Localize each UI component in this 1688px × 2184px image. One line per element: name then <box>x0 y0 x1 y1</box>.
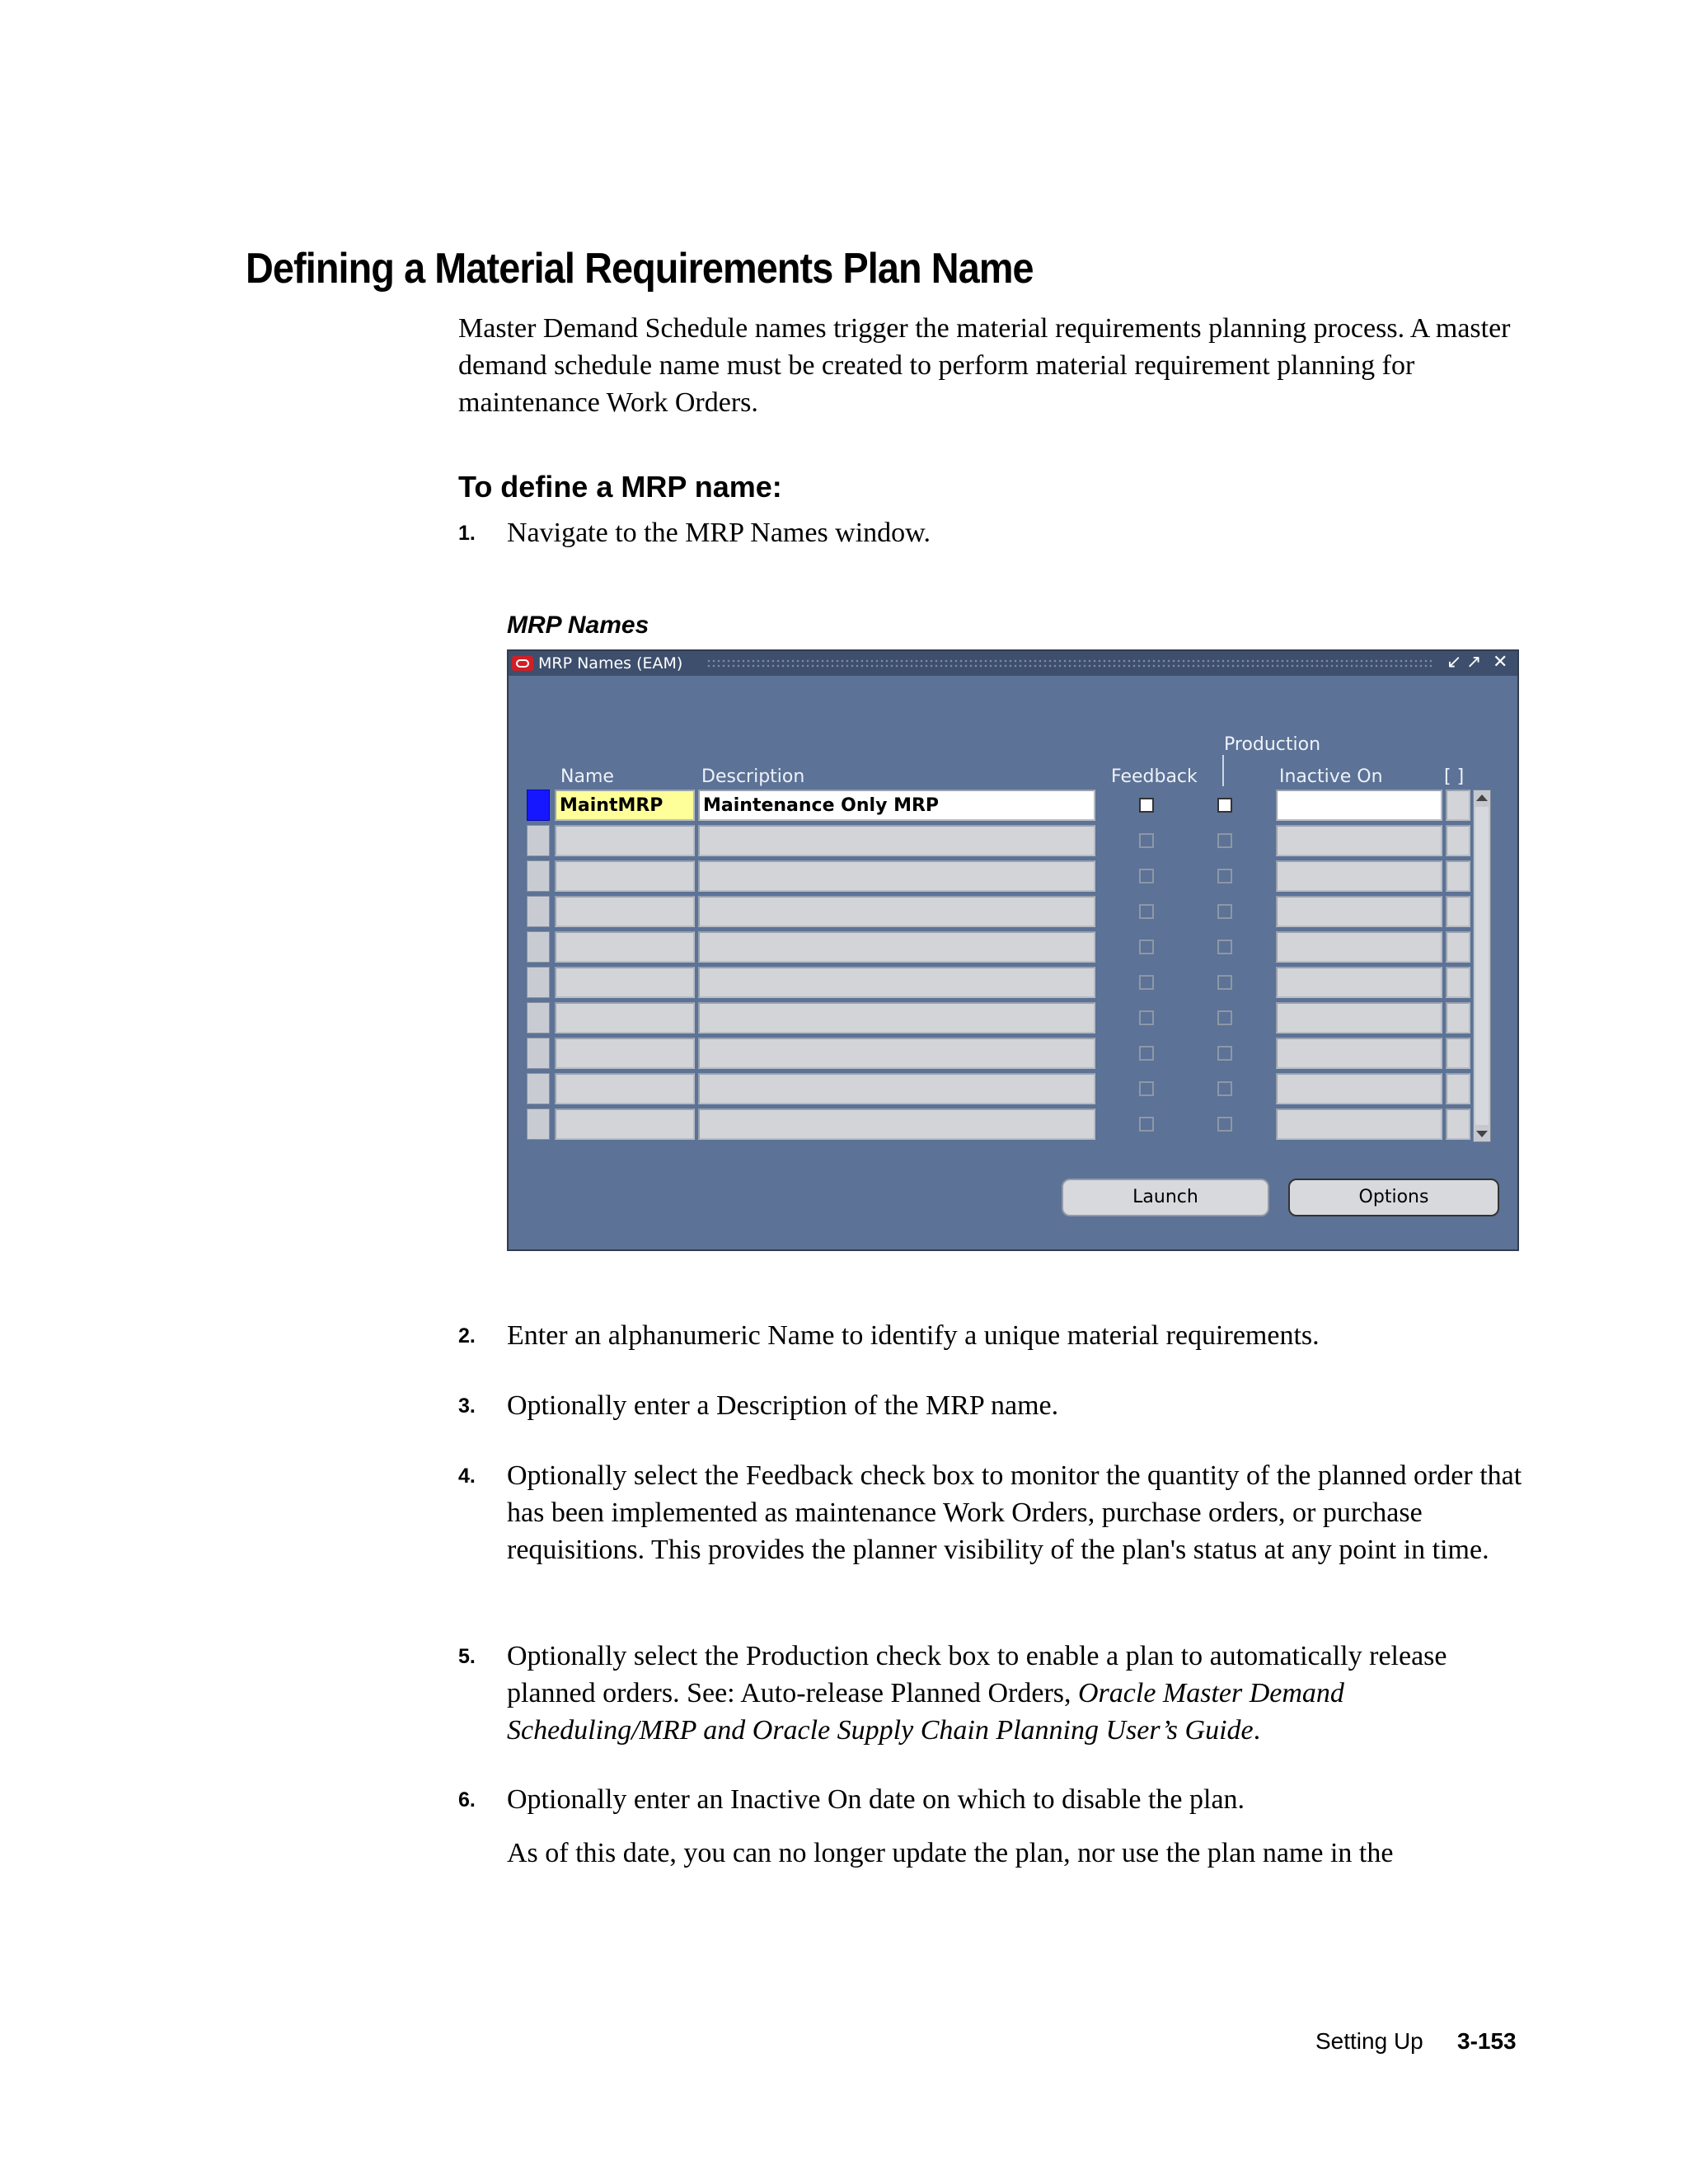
step-1 <box>458 514 1530 551</box>
description-field[interactable] <box>698 825 1095 856</box>
inactive-on-field[interactable] <box>1276 1108 1442 1140</box>
scroll-up-icon[interactable] <box>1476 794 1488 801</box>
step-number: 1. <box>458 522 476 545</box>
flexfield-field[interactable] <box>1446 1038 1470 1069</box>
step-text-part: Optionally select the Production check box to enable a plan to automatically release planned orders. See: Auto-release Planned Orders, <box>507 1641 1447 1708</box>
footer-section: Setting Up <box>1315 2028 1423 2054</box>
description-field[interactable] <box>698 860 1095 892</box>
name-value: MaintMRP <box>560 795 663 816</box>
step-3 <box>458 1387 1530 1424</box>
description-field[interactable] <box>698 790 1095 821</box>
feedback-checkbox[interactable] <box>1139 1046 1154 1061</box>
scroll-down-icon[interactable] <box>1476 1131 1488 1137</box>
feedback-checkbox[interactable] <box>1139 1117 1154 1132</box>
production-checkbox[interactable] <box>1217 798 1232 813</box>
feedback-checkbox[interactable] <box>1139 833 1154 848</box>
step-6 <box>458 1781 1530 1872</box>
inactive-on-field[interactable] <box>1276 931 1442 963</box>
guide-title: Oracle Master Demand Scheduling/MRP and Oracle Supply Chain Planning User’s Guide <box>507 1678 1344 1746</box>
column-header-inactive-on: Inactive On <box>1279 766 1383 787</box>
production-checkbox[interactable] <box>1217 975 1232 990</box>
step-text: Enter an alphanumeric Name to identify a unique material requirements. <box>507 1320 1320 1351</box>
production-checkbox[interactable] <box>1217 833 1232 848</box>
inactive-on-field[interactable] <box>1276 967 1442 998</box>
name-field[interactable] <box>555 825 695 856</box>
record-indicator[interactable] <box>527 1002 550 1033</box>
production-checkbox[interactable] <box>1217 869 1232 883</box>
name-field[interactable] <box>555 896 695 927</box>
name-field[interactable] <box>555 1038 695 1069</box>
record-indicator[interactable] <box>527 1038 550 1069</box>
step-text-part: . <box>1253 1715 1261 1746</box>
record-indicator[interactable] <box>527 790 550 821</box>
description-field[interactable] <box>698 1038 1095 1069</box>
record-indicator[interactable] <box>527 1073 550 1104</box>
inactive-on-field[interactable] <box>1276 825 1442 856</box>
name-field[interactable] <box>555 860 695 892</box>
step-number: 4. <box>458 1465 476 1488</box>
record-indicator[interactable] <box>527 896 550 927</box>
mrp-names-window <box>507 649 1519 1251</box>
header-divider <box>1222 755 1224 786</box>
production-checkbox[interactable] <box>1217 1010 1232 1025</box>
step-number: 5. <box>458 1645 476 1668</box>
production-checkbox[interactable] <box>1217 940 1232 954</box>
footer-page-number: 3-153 <box>1457 2028 1517 2054</box>
flexfield-field[interactable] <box>1446 825 1470 856</box>
column-header-description: Description <box>701 766 805 787</box>
oracle-logo-icon <box>512 656 533 671</box>
window-title: MRP Names (EAM) <box>538 654 683 673</box>
flexfield-field[interactable] <box>1446 1002 1470 1033</box>
description-field[interactable] <box>698 1073 1095 1104</box>
production-checkbox[interactable] <box>1217 904 1232 919</box>
step-number: 3. <box>458 1394 476 1418</box>
step-5 <box>458 1638 1530 1749</box>
figure-caption: MRP Names <box>507 612 649 639</box>
step-continuation: As of this date, you can no longer update the plan, nor use the plan name in the <box>507 1838 1394 1868</box>
column-header-flexfield: [ ] <box>1444 766 1465 787</box>
name-field[interactable] <box>555 1002 695 1033</box>
inactive-on-field[interactable] <box>1276 790 1442 821</box>
flexfield-field[interactable] <box>1446 896 1470 927</box>
production-checkbox[interactable] <box>1217 1117 1232 1132</box>
launch-button[interactable]: Launch <box>1062 1179 1269 1216</box>
feedback-checkbox[interactable] <box>1139 1010 1154 1025</box>
flexfield-field[interactable] <box>1446 1073 1470 1104</box>
feedback-checkbox[interactable] <box>1139 940 1154 954</box>
record-indicator[interactable] <box>527 1108 550 1140</box>
vertical-scrollbar[interactable] <box>1473 790 1491 1142</box>
step-text: Navigate to the MRP Names window. <box>507 518 931 548</box>
inactive-on-field[interactable] <box>1276 1002 1442 1033</box>
record-indicator[interactable] <box>527 860 550 892</box>
description-field[interactable] <box>698 1108 1095 1140</box>
minimize-icon[interactable]: ↙ <box>1447 652 1462 673</box>
record-indicator[interactable] <box>527 931 550 963</box>
window-titlebar[interactable] <box>509 651 1517 676</box>
name-field[interactable] <box>555 1073 695 1104</box>
inactive-on-field[interactable] <box>1276 1073 1442 1104</box>
description-value: Maintenance Only MRP <box>703 795 940 816</box>
feedback-checkbox[interactable] <box>1139 904 1154 919</box>
step-text: Optionally enter an Inactive On date on which to disable the plan. <box>507 1784 1245 1815</box>
description-field[interactable] <box>698 1002 1095 1033</box>
record-indicator[interactable] <box>527 967 550 998</box>
production-checkbox[interactable] <box>1217 1081 1232 1096</box>
scroll-thumb[interactable] <box>1475 807 1489 1125</box>
step-number: 6. <box>458 1788 476 1811</box>
options-button[interactable]: Options <box>1288 1179 1499 1216</box>
step-number: 2. <box>458 1324 476 1347</box>
intro-paragraph: Master Demand Schedule names trigger the material requirements planning process. A master demand schedule name must be created to perform material requirement planning for maintenance Work Orders. <box>458 313 1511 418</box>
step-4 <box>458 1457 1530 1568</box>
name-field[interactable] <box>555 967 695 998</box>
feedback-checkbox[interactable] <box>1139 798 1154 813</box>
description-field[interactable] <box>698 931 1095 963</box>
feedback-checkbox[interactable] <box>1139 1081 1154 1096</box>
maximize-icon[interactable]: ↗ <box>1466 652 1482 673</box>
inactive-on-field[interactable] <box>1276 1038 1442 1069</box>
inactive-on-field[interactable] <box>1276 860 1442 892</box>
page-title: Defining a Material Requirements Plan Name <box>246 245 1034 293</box>
feedback-checkbox[interactable] <box>1139 975 1154 990</box>
name-field[interactable] <box>555 790 695 821</box>
step-2 <box>458 1317 1530 1354</box>
flexfield-field[interactable] <box>1446 860 1470 892</box>
column-header-production: Production <box>1224 734 1321 755</box>
flexfield-field[interactable] <box>1446 790 1470 821</box>
step-text: Optionally select the Feedback check box to monitor the quantity of the planned order that has been implemented as maintenance Work Orders, purchase orders, or purchase requisitions. This provides the planner visibility of the plan's status at any point in time. <box>507 1460 1522 1565</box>
flexfield-field[interactable] <box>1446 1108 1470 1140</box>
name-field[interactable] <box>555 931 695 963</box>
feedback-checkbox[interactable] <box>1139 869 1154 883</box>
close-icon[interactable]: ✕ <box>1493 652 1508 673</box>
description-field[interactable] <box>698 967 1095 998</box>
name-field[interactable] <box>555 1108 695 1140</box>
titlebar-grip <box>706 658 1435 668</box>
production-checkbox[interactable] <box>1217 1046 1232 1061</box>
column-header-feedback: Feedback <box>1111 766 1198 787</box>
column-header-name: Name <box>560 766 614 787</box>
flexfield-field[interactable] <box>1446 931 1470 963</box>
record-indicator[interactable] <box>527 825 550 856</box>
procedure-heading: To define a MRP name: <box>458 470 782 504</box>
description-field[interactable] <box>698 896 1095 927</box>
step-text <box>507 1638 1530 1749</box>
inactive-on-field[interactable] <box>1276 896 1442 927</box>
step-text: Optionally enter a Description of the MRP name. <box>507 1390 1059 1421</box>
flexfield-field[interactable] <box>1446 967 1470 998</box>
